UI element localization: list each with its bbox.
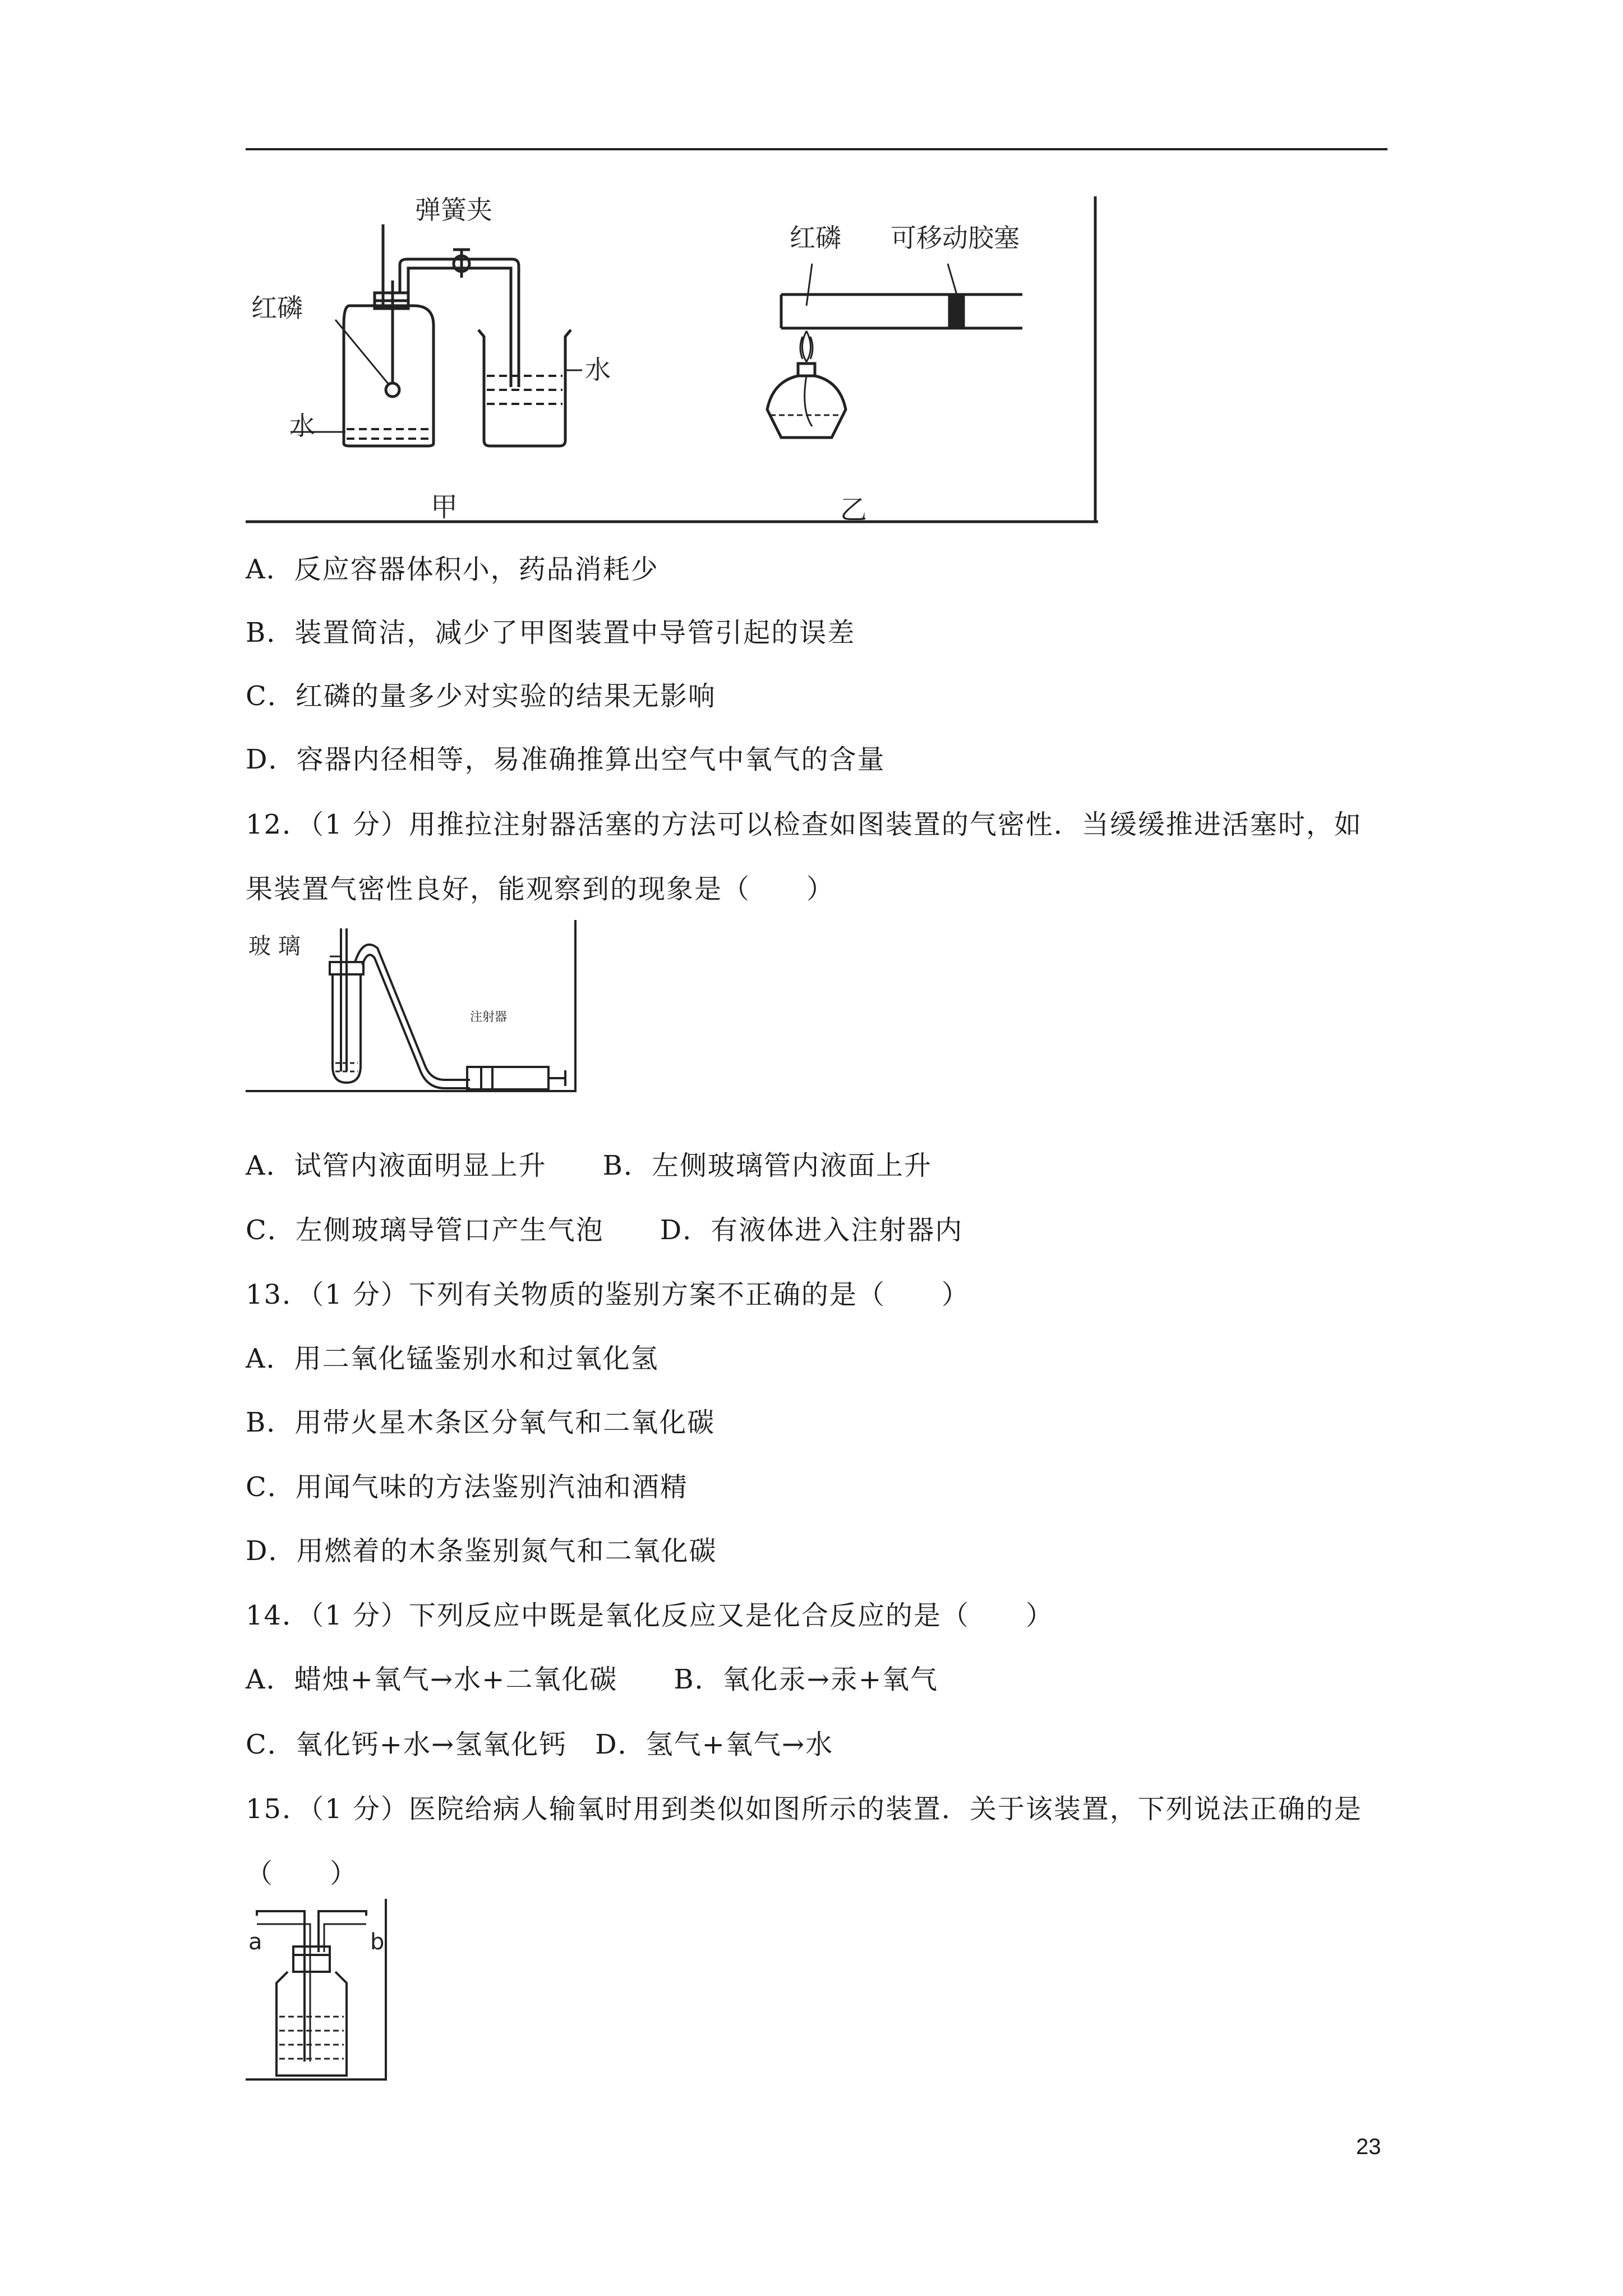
q12-stem-line2: 果装置气密性良好，能观察到的现象是（ ）	[246, 873, 835, 905]
q13-stem: 13．（1 分）下列有关物质的鉴别方案不正确的是（ ）	[246, 1279, 970, 1310]
q12-stem-line1: 12．（1 分）用推拉注射器活塞的方法可以检查如图装置的气密性．当缓缓推进活塞时，如	[246, 809, 1362, 840]
figure-syringe-airtightness	[246, 920, 582, 1097]
label-a: a	[248, 1929, 262, 1955]
figure-oxygen-humidifier-bottle	[246, 1899, 391, 2087]
label-movable-stopper: 可移动胶塞	[891, 223, 1020, 253]
label-water-right: 水	[585, 355, 611, 385]
q13-option-b: B．用带火星木条区分氧气和二氧化碳	[246, 1407, 716, 1438]
q14-options-row2: C．氧化钙+水→氢氧化钙 D．氢气+氧气→水	[246, 1729, 834, 1760]
figure-phosphorus-experiment	[246, 196, 1098, 527]
label-yi: 乙	[840, 494, 868, 526]
q11-option-b: B．装置简洁，减少了甲图装置中导管引起的误差	[246, 617, 856, 648]
label-red-phosphorus-right: 红磷	[790, 223, 841, 253]
q12-options-row2: C．左侧玻璃导管口产生气泡 D．有液体进入注射器内	[246, 1214, 963, 1246]
q14-stem: 14．（1 分）下列反应中既是氧化反应又是化合反应的是（ ）	[246, 1600, 1054, 1631]
label-clip: 弹簧夹	[415, 196, 492, 225]
q13-option-d: D．用燃着的木条鉴别氮气和二氧化碳	[246, 1535, 717, 1567]
q15-stem-line2: （ ）	[246, 1858, 358, 1889]
q11-option-c: C．红磷的量多少对实验的结果无影响	[246, 680, 716, 712]
label-jia: 甲	[431, 491, 458, 523]
q12-options-row1: A．试管内液面明显上升 B．左侧玻璃管内液面上升	[246, 1150, 932, 1181]
q15-stem-line1: 15．（1 分）医院给病人输氧时用到类似如图所示的装置．关于该装置，下列说法正确的是	[246, 1793, 1362, 1825]
label-water-left: 水	[289, 411, 315, 441]
q13-option-c: C．用闻气味的方法鉴别汽油和酒精	[246, 1471, 688, 1503]
q13-option-a: A．用二氧化锰鉴别水和过氧化氢	[246, 1343, 659, 1374]
q11-option-d: D．容器内径相等，易准确推算出空气中氧气的含量	[246, 744, 886, 775]
label-glass: 玻 璃	[248, 933, 301, 959]
q14-options-row1: A．蜡烛+氧气→水+二氧化碳 B．氧化汞→汞+氧气	[246, 1664, 939, 1695]
label-red-phosphorus-left: 红磷	[251, 293, 303, 323]
page-number: 23	[1356, 2134, 1381, 2159]
header-rule	[246, 148, 1387, 150]
label-syringe: 注射器	[470, 1010, 508, 1024]
q11-option-a: A．反应容器体积小，药品消耗少	[246, 554, 659, 585]
label-b: b	[370, 1929, 385, 1955]
